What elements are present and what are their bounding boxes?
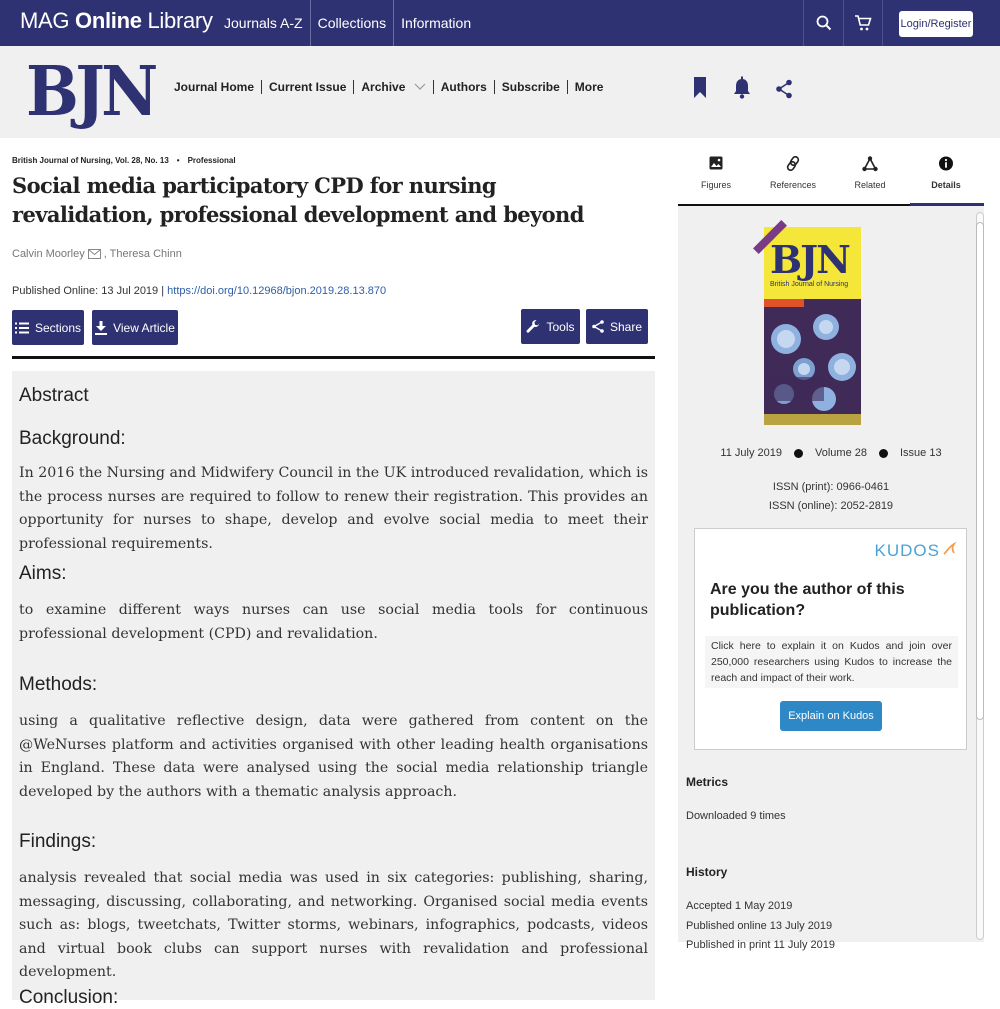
link-icon (786, 156, 800, 171)
meta-dot: • (176, 156, 180, 165)
panel-scrollbar-thumb[interactable] (976, 222, 984, 720)
cover-title: BJN (770, 237, 849, 282)
view-article-button[interactable] (92, 310, 178, 345)
kudos-logo-text: KUDOS (874, 541, 940, 560)
volume: Volume 28 (815, 447, 867, 459)
tab-references[interactable] (755, 148, 831, 206)
history-published-online: Published online 13 July 2019 (686, 920, 833, 932)
brand-tail: Library (141, 8, 213, 33)
section-heading: Aims: (19, 563, 67, 584)
share-button[interactable] (586, 309, 648, 344)
history-published-print: Published in print 11 July 2019 (686, 939, 836, 951)
journal-header (0, 46, 1000, 138)
tab-label: Figures (700, 180, 731, 190)
section-heading: Conclusion: (19, 987, 119, 1008)
kudos-box (694, 528, 967, 750)
share-icon (592, 320, 604, 333)
network-icon (862, 156, 878, 172)
brand-bold: Online (75, 8, 142, 33)
kudos-logo[interactable] (875, 541, 956, 561)
tab-details[interactable] (908, 148, 984, 206)
article-meta (12, 156, 236, 165)
tools-label: Tools (546, 319, 575, 334)
section-text: analysis revealed that social media was used in six categories: publishing, sharing, messaging, discussing, collaborating, and networking. Organised social media events such as: blogs, tweetchats, Twitter storms, webinars, infographics, podcasts, videos and virtual book clubs can support nurses with revalidation and professional development. (19, 870, 648, 980)
abstract-heading: Abstract (19, 385, 89, 406)
author-list (12, 248, 182, 260)
cart-button[interactable] (843, 0, 883, 46)
search-button[interactable] (803, 0, 843, 46)
section-text: using a qualitative reflective design, data were gathered from content on the @WeNurses platform and activities organised with other leading health organisations in England. These data were analysed using the social media relationship triangle developed by the authors with a thematic analysis approach. (19, 713, 648, 800)
cover-band (764, 414, 861, 425)
nav-journals-a-z[interactable]: Journals A-Z (224, 15, 303, 31)
bullet (879, 449, 888, 458)
article-category: Professional (187, 156, 236, 165)
nav-authors[interactable]: Authors (440, 80, 487, 94)
tools-button[interactable] (521, 309, 580, 344)
abstract-section-findings (19, 831, 648, 985)
published-date: 13 Jul 2019 (98, 285, 162, 297)
image-icon (709, 156, 723, 170)
bullet (794, 449, 803, 458)
publication-line (12, 285, 386, 297)
top-navigation-bar (0, 0, 1000, 46)
sections-button[interactable] (12, 310, 84, 345)
abstract-panel (12, 371, 655, 1008)
tab-related[interactable] (832, 148, 908, 206)
wrench-icon (526, 320, 540, 334)
pipe-separator: | (161, 285, 165, 297)
author-name[interactable]: Calvin Moorley (12, 248, 85, 260)
published-label: Published Online: (12, 285, 99, 297)
share-label: Share (609, 319, 643, 334)
journal-citation[interactable]: British Journal of Nursing, Vol. 28, No. 13 (12, 156, 169, 165)
tab-figures[interactable] (678, 148, 754, 206)
nav-collections[interactable]: Collections (310, 0, 393, 46)
bookmark-icon[interactable] (693, 76, 707, 100)
side-tabs (678, 148, 984, 206)
metrics-downloads: Downloaded 9 times (686, 810, 786, 822)
mag-online-library-logo[interactable] (20, 8, 213, 34)
issue-info (678, 447, 984, 459)
section-heading: Methods: (19, 674, 98, 695)
info-icon (939, 156, 954, 171)
download-icon (95, 321, 107, 335)
kudos-description[interactable]: Click here to explain it on Kudos and join over 250,000 researchers using Kudos to increase the reach and impact of their work. (705, 636, 958, 688)
doi-link[interactable]: https://doi.org/10.12968/bjon.2019.28.13.870 (164, 285, 387, 297)
section-divider (12, 356, 655, 359)
article-title: Social media participatory CPD for nursing revalidation, professional development and beyond (12, 173, 584, 227)
details-panel (678, 206, 984, 951)
metrics-heading: Metrics (686, 775, 729, 789)
nav-more[interactable]: More (574, 80, 604, 94)
nav-subscribe[interactable]: Subscribe (501, 80, 560, 94)
envelope-icon[interactable] (88, 249, 101, 259)
sections-label: Sections (34, 320, 82, 335)
cover-illustration (764, 299, 861, 414)
nav-journal-home[interactable]: Journal Home (174, 80, 255, 94)
abstract-section-methods (19, 674, 648, 804)
kudos-swoosh-icon (942, 542, 956, 556)
issn-online: ISSN (online): 2052-2819 (768, 500, 894, 512)
view-article-label: View Article (113, 320, 175, 335)
author-name[interactable]: , Theresa Chinn (103, 248, 182, 260)
top-nav (217, 0, 478, 46)
journal-nav (167, 80, 610, 94)
share-icon[interactable] (775, 79, 793, 99)
tab-label: Details (931, 180, 961, 190)
section-heading: Background: (19, 428, 126, 449)
history-heading: History (686, 865, 728, 879)
nav-current-issue[interactable]: Current Issue (269, 80, 347, 94)
abstract-section-background (19, 428, 648, 556)
explain-on-kudos-button[interactable]: Explain on Kudos (780, 701, 882, 731)
tab-label: References (769, 180, 817, 190)
bell-icon[interactable] (733, 76, 751, 100)
issue-date: 11 July 2019 (720, 447, 782, 459)
nav-archive-label: Archive (361, 80, 406, 94)
chevron-down-icon (414, 83, 426, 91)
journal-cover-image[interactable] (764, 227, 861, 425)
cover-photo (764, 299, 861, 414)
nav-information[interactable]: Information (393, 0, 478, 46)
issue-number: Issue 13 (899, 447, 942, 459)
cover-subtitle: British Journal of Nursing (770, 281, 849, 288)
cart-icon (854, 15, 872, 32)
issn-print: ISSN (print): 0966-0461 (772, 481, 890, 493)
login-register-button[interactable]: Login/Register (899, 11, 973, 37)
search-icon (816, 15, 832, 31)
history-accepted: Accepted 1 May 2019 (686, 900, 793, 912)
section-text: to examine different ways nurses can use social media tools for continuous professional development (CPD) and revalidation. (19, 602, 648, 642)
kudos-question: Are you the author of this publication? (710, 581, 905, 619)
brand-light: MAG (20, 8, 76, 33)
abstract-section-aims (19, 563, 648, 646)
abstract-section-conclusion (19, 987, 648, 1009)
section-heading: Findings: (19, 831, 97, 852)
tab-label: Related (854, 180, 886, 190)
list-icon (15, 322, 29, 334)
section-text: In 2016 the Nursing and Midwifery Council in the UK introduced revalidation, which is the process nurses are required to follow to renew their registration. This provides an opportunity for nurses to shape, develop and evolve social media to meet their professional requirements. (19, 465, 648, 552)
bjn-logo[interactable]: BJN (26, 52, 155, 132)
nav-archive[interactable] (354, 80, 432, 94)
